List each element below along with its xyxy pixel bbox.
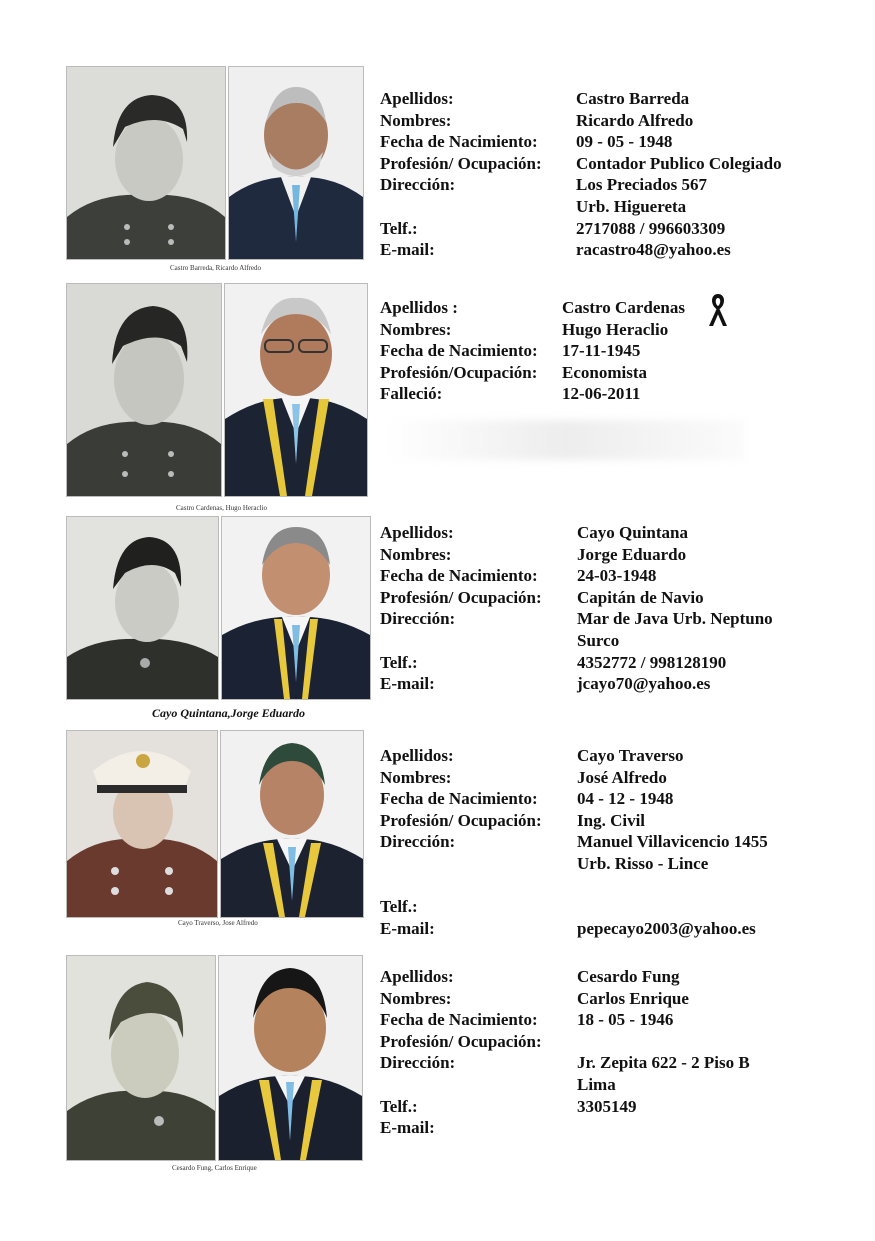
mourning-ribbon-icon bbox=[707, 292, 729, 328]
field-label: E-mail: bbox=[380, 674, 435, 694]
field-label: Apellidos: bbox=[380, 89, 454, 108]
cadet-photo bbox=[66, 516, 219, 700]
info-row bbox=[380, 788, 674, 810]
field-value: Cayo Quintana bbox=[577, 523, 688, 542]
member-info bbox=[380, 88, 782, 261]
field-label: E-mail: bbox=[380, 1118, 435, 1138]
field-label: Profesión/ Ocupación: bbox=[380, 153, 542, 173]
field-label: Fecha de Nacimiento: bbox=[380, 566, 538, 586]
photo-pair bbox=[66, 283, 368, 497]
member-info bbox=[380, 745, 768, 939]
info-row bbox=[380, 544, 687, 566]
portrait-photo bbox=[220, 730, 364, 918]
info-row bbox=[380, 218, 726, 240]
portrait-photo bbox=[221, 516, 371, 700]
info-row bbox=[380, 767, 667, 789]
field-value: Lima bbox=[577, 1074, 616, 1094]
info-row bbox=[380, 196, 687, 218]
portrait-photo bbox=[224, 283, 368, 497]
field-label: Falleció: bbox=[380, 384, 443, 404]
photo-pair bbox=[66, 730, 364, 918]
info-row bbox=[380, 1052, 750, 1074]
info-row bbox=[380, 831, 768, 853]
photo-caption: Cayo Quintana,Jorge Eduardo bbox=[152, 706, 306, 720]
info-row bbox=[380, 810, 646, 832]
info-row bbox=[380, 153, 782, 175]
field-label: Nombres: bbox=[380, 319, 452, 339]
field-label: Fecha de Nacimiento: bbox=[380, 789, 538, 809]
faded-area bbox=[385, 420, 745, 460]
info-row bbox=[380, 362, 647, 384]
field-label: Nombres: bbox=[380, 544, 452, 564]
info-row bbox=[380, 1009, 674, 1031]
field-label: Nombres: bbox=[380, 767, 452, 787]
member-info bbox=[380, 966, 750, 1139]
field-label: E-mail: bbox=[380, 240, 435, 260]
cadet-photo bbox=[66, 730, 218, 918]
field-value: Capitán de Navio bbox=[577, 587, 704, 607]
info-row bbox=[380, 988, 689, 1010]
field-value: Cayo Traverso bbox=[577, 746, 684, 765]
field-label: Profesión/ Ocupación: bbox=[380, 1031, 542, 1051]
field-value: 2717088 / 996603309 bbox=[576, 218, 726, 238]
field-label: Dirección: bbox=[380, 175, 456, 195]
field-value: 12-06-2011 bbox=[562, 384, 641, 404]
info-row bbox=[380, 966, 680, 988]
field-value: Cesardo Fung bbox=[577, 967, 680, 986]
info-row bbox=[380, 131, 673, 153]
info-row bbox=[380, 587, 704, 609]
field-value: Manuel Villavicencio 1455 bbox=[577, 832, 768, 852]
info-row bbox=[380, 1031, 542, 1053]
field-label: E-mail: bbox=[380, 918, 435, 938]
info-row bbox=[380, 383, 641, 405]
field-value: Urb. Higuereta bbox=[576, 196, 687, 216]
field-label: Telf.: bbox=[380, 218, 418, 238]
photo-caption: Cesardo Fung, Carlos Enrique bbox=[172, 1164, 257, 1172]
portrait-photo bbox=[228, 66, 364, 260]
field-value: José Alfredo bbox=[577, 767, 667, 787]
field-value: 18 - 05 - 1946 bbox=[577, 1010, 674, 1030]
photo-pair bbox=[66, 66, 364, 260]
field-value: Urb. Risso - Lince bbox=[577, 853, 709, 873]
info-row bbox=[380, 522, 688, 544]
member-info bbox=[380, 522, 773, 695]
info-row bbox=[380, 853, 709, 875]
field-value: racastro48@yahoo.es bbox=[576, 240, 731, 260]
field-label: Nombres: bbox=[380, 110, 452, 130]
info-row bbox=[380, 88, 690, 110]
field-value: 4352772 / 998128190 bbox=[577, 652, 727, 672]
info-row bbox=[380, 340, 641, 362]
photo-pair bbox=[66, 516, 371, 700]
info-row bbox=[380, 319, 669, 341]
field-label: Apellidos: bbox=[380, 967, 454, 986]
photo-caption: Castro Cardenas, Hugo Heraclio bbox=[176, 504, 267, 512]
cadet-photo bbox=[66, 66, 226, 260]
photo-caption: Cayo Traverso, Jose Alfredo bbox=[178, 919, 258, 927]
info-row bbox=[380, 608, 773, 630]
field-value: Jorge Eduardo bbox=[577, 544, 687, 564]
field-value: Surco bbox=[577, 630, 620, 650]
info-row bbox=[380, 918, 756, 940]
field-value: 04 - 12 - 1948 bbox=[577, 789, 674, 809]
field-label: Dirección: bbox=[380, 832, 456, 852]
info-row bbox=[380, 239, 731, 261]
field-value: Ricardo Alfredo bbox=[576, 110, 694, 130]
field-value: Jr. Zepita 622 - 2 Piso B bbox=[577, 1053, 750, 1073]
field-value: jcayo70@yahoo.es bbox=[577, 674, 711, 694]
field-label: Profesión/ Ocupación: bbox=[380, 587, 542, 607]
field-label: Apellidos : bbox=[380, 298, 458, 317]
info-row bbox=[380, 1074, 616, 1096]
field-value: 24-03-1948 bbox=[577, 566, 657, 586]
cadet-photo bbox=[66, 283, 222, 497]
info-row bbox=[380, 110, 694, 132]
photo-caption: Castro Barreda, Ricardo Alfredo bbox=[170, 264, 261, 272]
field-label: Fecha de Nacimiento: bbox=[380, 132, 538, 152]
field-value: 09 - 05 - 1948 bbox=[576, 132, 673, 152]
info-row bbox=[380, 875, 542, 897]
field-value: Ing. Civil bbox=[577, 810, 646, 830]
field-label: Telf.: bbox=[380, 652, 418, 672]
field-value: Castro Barreda bbox=[576, 89, 690, 108]
photo-pair bbox=[66, 955, 363, 1161]
field-value: Carlos Enrique bbox=[577, 988, 689, 1008]
field-label: Dirección: bbox=[380, 1053, 456, 1073]
field-value: Mar de Java Urb. Neptuno bbox=[577, 609, 773, 629]
info-row bbox=[380, 1096, 637, 1118]
field-value: Castro Cardenas bbox=[562, 298, 685, 317]
info-row bbox=[380, 297, 685, 319]
field-label: Profesión/ Ocupación: bbox=[380, 810, 542, 830]
field-value: Hugo Heraclio bbox=[562, 319, 669, 339]
info-row bbox=[380, 174, 707, 196]
field-value: pepecayo2003@yahoo.es bbox=[577, 918, 756, 938]
info-row bbox=[380, 652, 727, 674]
info-row bbox=[380, 630, 620, 652]
field-label: Fecha de Nacimiento: bbox=[380, 341, 538, 361]
field-value: 3305149 bbox=[577, 1096, 637, 1116]
field-label: Telf.: bbox=[380, 897, 418, 917]
field-label: Fecha de Nacimiento: bbox=[380, 1010, 538, 1030]
member-info bbox=[380, 297, 685, 405]
info-row bbox=[380, 673, 711, 695]
field-label: Apellidos: bbox=[380, 523, 454, 542]
field-value: Contador Publico Colegiado bbox=[576, 153, 782, 173]
field-label: Apellidos: bbox=[380, 746, 454, 765]
info-row bbox=[380, 745, 684, 767]
field-value: 17-11-1945 bbox=[562, 341, 641, 361]
field-label: Telf.: bbox=[380, 1096, 418, 1116]
field-value: Economista bbox=[562, 362, 647, 382]
field-label: Profesión/Ocupación: bbox=[380, 362, 538, 382]
field-label: Dirección: bbox=[380, 609, 456, 629]
info-row bbox=[380, 896, 542, 918]
field-label: Nombres: bbox=[380, 988, 452, 1008]
field-value: Los Preciados 567 bbox=[576, 175, 707, 195]
portrait-photo bbox=[218, 955, 363, 1161]
info-row bbox=[380, 1117, 542, 1139]
info-row bbox=[380, 565, 657, 587]
cadet-photo bbox=[66, 955, 216, 1161]
